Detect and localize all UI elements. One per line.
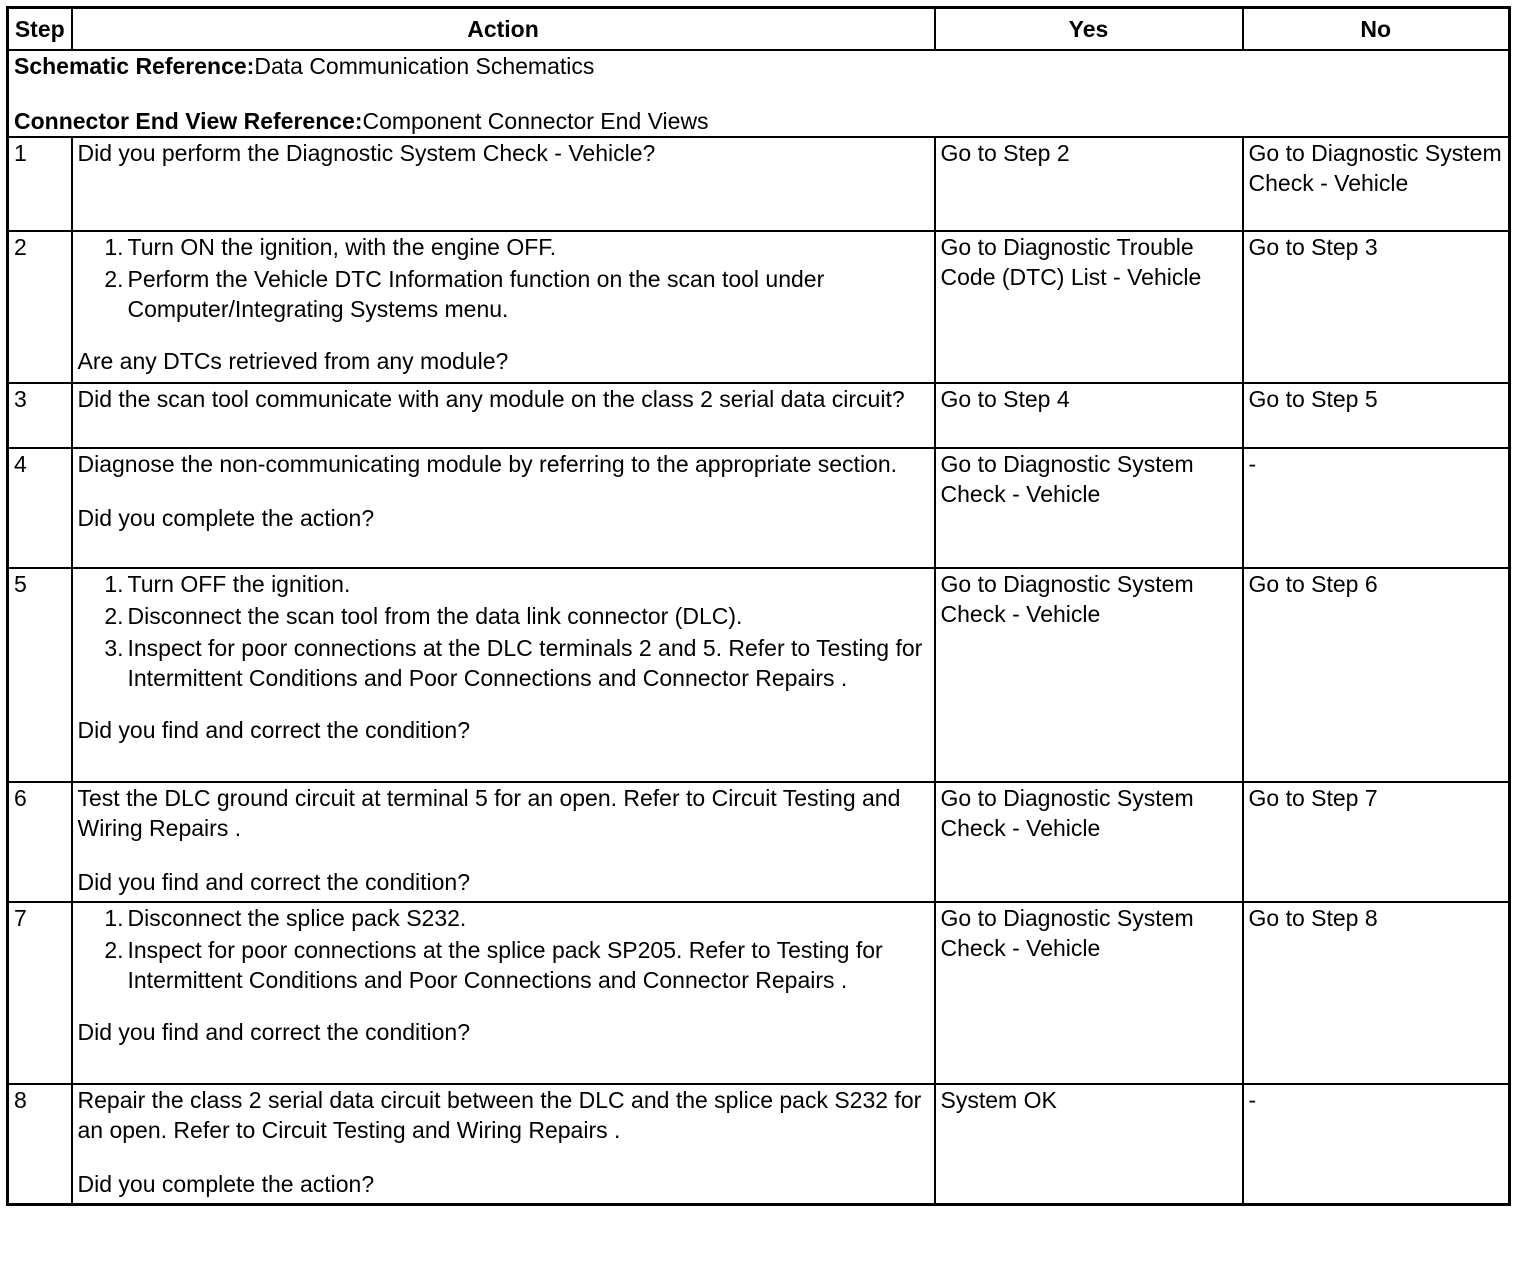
item-number: 1.	[104, 905, 124, 931]
table-row	[8, 902, 1510, 1084]
no-cell: -	[1243, 448, 1510, 568]
action-text: Repair the class 2 serial data circuit between the DLC and the splice pack S232 for an open. Refer to Circuit Testing and Wiring Repairs .	[77, 1087, 922, 1143]
table-row	[8, 231, 1510, 383]
table-row	[8, 1084, 1510, 1205]
action-cell	[72, 1084, 935, 1205]
action-question: Did you find and correct the condition?	[77, 717, 471, 743]
action-steps	[78, 903, 929, 995]
header-step: Step	[8, 8, 72, 51]
action-text: Diagnose the non-communicating module by referring to the appropriate section.	[77, 451, 898, 477]
list-item	[78, 232, 929, 262]
yes-cell: Go to Diagnostic Trouble Code (DTC) List - Vehicle	[935, 231, 1243, 383]
schematic-reference-label: Schematic Reference:	[14, 53, 255, 79]
table-row	[8, 568, 1510, 782]
item-number: 2.	[104, 937, 124, 963]
connector-reference-value: Component Connector End Views	[362, 108, 709, 134]
connector-reference-label: Connector End View Reference:	[14, 108, 363, 134]
action-steps	[78, 232, 929, 324]
step-number: 5	[8, 568, 72, 782]
item-text: Inspect for poor connections at the splice pack SP205. Refer to Testing for Intermittent Conditions and Poor Connections and Connector Repairs .	[127, 937, 883, 993]
table-row	[8, 782, 1510, 902]
action-cell	[72, 383, 935, 448]
action-question: Are any DTCs retrieved from any module?	[77, 348, 509, 374]
list-item	[78, 601, 929, 631]
yes-cell: Go to Step 4	[935, 383, 1243, 448]
list-item	[78, 903, 929, 933]
schematic-reference	[14, 51, 1503, 81]
table-row	[8, 383, 1510, 448]
list-item	[78, 633, 929, 693]
no-cell: Go to Diagnostic System Check - Vehicle	[1243, 137, 1510, 231]
table-row	[8, 448, 1510, 568]
header-no: No	[1243, 8, 1510, 51]
step-number: 1	[8, 137, 72, 231]
action-question: Did you find and correct the condition?	[77, 1019, 471, 1045]
header-row	[8, 8, 1510, 51]
item-text: Disconnect the splice pack S232.	[127, 905, 467, 931]
table-row	[8, 137, 1510, 231]
no-cell: -	[1243, 1084, 1510, 1205]
action-question: Did you find and correct the condition?	[77, 869, 471, 895]
item-text: Inspect for poor connections at the DLC terminals 2 and 5. Refer to Testing for Intermittent Conditions and Poor Connections and Connector Repairs .	[127, 635, 923, 691]
list-item	[78, 569, 929, 599]
yes-cell: System OK	[935, 1084, 1243, 1205]
schematic-reference-value: Data Communication Schematics	[254, 53, 595, 79]
item-text: Turn ON the ignition, with the engine OFF.	[127, 234, 557, 260]
no-cell: Go to Step 3	[1243, 231, 1510, 383]
no-cell: Go to Step 7	[1243, 782, 1510, 902]
action-steps	[78, 569, 929, 693]
item-text: Turn OFF the ignition.	[127, 571, 351, 597]
item-number: 3.	[104, 635, 124, 661]
item-text: Perform the Vehicle DTC Information function on the scan tool under Computer/Integrating Systems menu.	[127, 266, 825, 322]
step-number: 2	[8, 231, 72, 383]
action-question: Did you complete the action?	[77, 505, 375, 531]
reference-cell	[8, 50, 1510, 137]
step-number: 8	[8, 1084, 72, 1205]
no-cell: Go to Step 5	[1243, 383, 1510, 448]
header-yes: Yes	[935, 8, 1243, 51]
header-action: Action	[72, 8, 935, 51]
action-question: Did you complete the action?	[77, 1171, 375, 1197]
step-number: 4	[8, 448, 72, 568]
action-cell	[72, 231, 935, 383]
list-item	[78, 264, 929, 324]
action-cell	[72, 568, 935, 782]
action-text: Did the scan tool communicate with any module on the class 2 serial data circuit?	[77, 386, 905, 412]
yes-cell: Go to Diagnostic System Check - Vehicle	[935, 782, 1243, 902]
no-cell: Go to Step 8	[1243, 902, 1510, 1084]
item-text: Disconnect the scan tool from the data link connector (DLC).	[127, 603, 743, 629]
action-cell	[72, 448, 935, 568]
yes-cell: Go to Diagnostic System Check - Vehicle	[935, 448, 1243, 568]
item-number: 1.	[104, 234, 124, 260]
item-number: 1.	[104, 571, 124, 597]
action-cell	[72, 902, 935, 1084]
action-cell	[72, 137, 935, 231]
reference-row	[8, 50, 1510, 137]
action-text: Test the DLC ground circuit at terminal 5 for an open. Refer to Circuit Testing and Wiring Repairs .	[77, 785, 901, 841]
step-number: 7	[8, 902, 72, 1084]
connector-reference	[14, 106, 1503, 136]
action-text: Did you perform the Diagnostic System Check - Vehicle?	[77, 140, 656, 166]
yes-cell: Go to Diagnostic System Check - Vehicle	[935, 568, 1243, 782]
yes-cell: Go to Diagnostic System Check - Vehicle	[935, 902, 1243, 1084]
action-cell	[72, 782, 935, 902]
no-cell: Go to Step 6	[1243, 568, 1510, 782]
step-number: 3	[8, 383, 72, 448]
list-item	[78, 935, 929, 995]
item-number: 2.	[104, 603, 124, 629]
diagnostic-table	[6, 6, 1511, 1206]
step-number: 6	[8, 782, 72, 902]
item-number: 2.	[104, 266, 124, 292]
yes-cell: Go to Step 2	[935, 137, 1243, 231]
